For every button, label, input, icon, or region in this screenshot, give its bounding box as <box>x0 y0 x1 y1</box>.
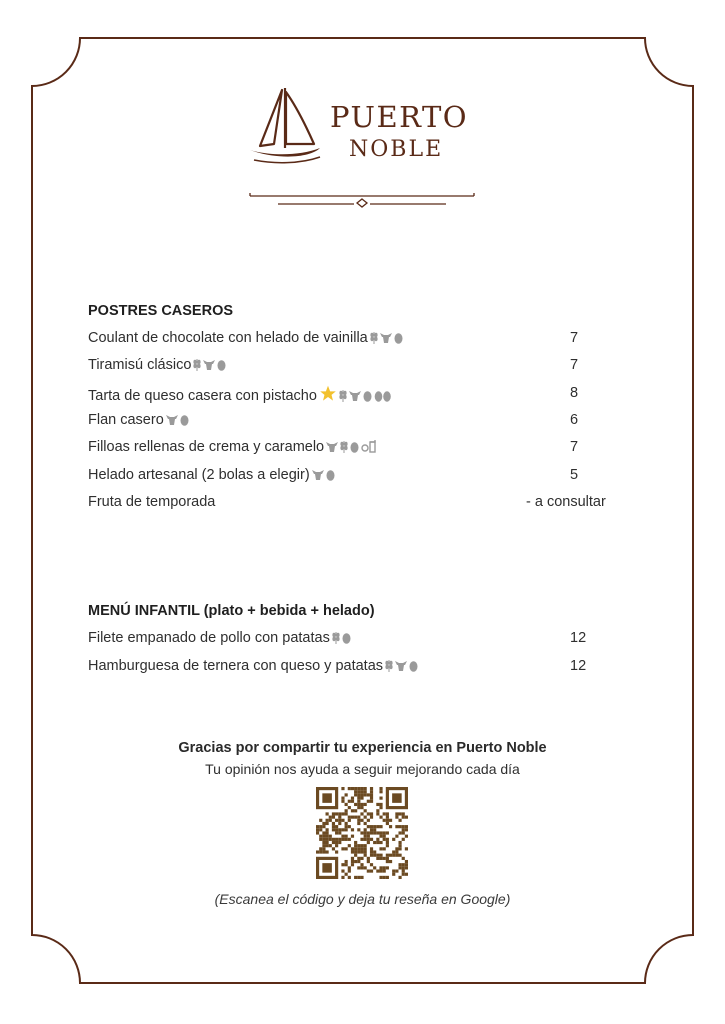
menu-item <box>88 385 648 405</box>
milk-icon <box>326 441 338 453</box>
menu-item <box>88 467 648 487</box>
nuts-icon <box>374 390 392 402</box>
menu-item-price: - a consultar <box>526 493 606 510</box>
allergen-icons <box>193 358 228 375</box>
menu-item-name-text: Helado artesanal (2 bolas a elegir) <box>88 466 310 483</box>
menu-item-price: 12 <box>570 657 587 674</box>
milk-icon <box>312 469 324 481</box>
qr-code[interactable] <box>316 787 408 879</box>
egg-icon <box>217 359 226 371</box>
milk-icon <box>380 332 392 344</box>
menu-item-price: 6 <box>570 411 579 428</box>
menu-item <box>88 658 648 678</box>
menu-item-name-text: Tiramisú clásico <box>88 357 192 374</box>
egg-icon <box>394 332 403 344</box>
gluten-icon <box>340 440 348 453</box>
allergen-icons <box>370 331 405 348</box>
brand-name-line1: PUERTO <box>330 100 469 134</box>
egg-icon <box>350 441 359 453</box>
egg-icon <box>363 390 372 402</box>
menu-item-name <box>88 630 353 648</box>
thanks-message: Gracias por compartir tu experiencia en Puerto Noble <box>178 740 547 756</box>
ornamental-divider <box>248 192 476 208</box>
menu-item <box>88 439 648 459</box>
milk-icon <box>166 414 178 426</box>
egg-icon <box>180 414 189 426</box>
menu-item-name-text: Flan casero <box>88 411 164 428</box>
section-title-kids-menu: MENÚ INFANTIL (plato + bebida + helado) <box>88 603 375 619</box>
gluten-icon <box>332 631 340 644</box>
menu-item-price: 7 <box>570 357 579 374</box>
brand-name-line2: NOBLE <box>349 137 444 162</box>
menu-item-name-text: Hamburguesa de ternera con queso y patatas <box>88 657 384 674</box>
milk-icon <box>349 390 361 402</box>
menu-item-price: 8 <box>570 384 579 401</box>
menu-item-price: 7 <box>570 330 579 346</box>
menu-item-price: 7 <box>570 439 579 456</box>
menu-item-name-text: Filete empanado de pollo con patatas <box>88 630 330 646</box>
milk-icon <box>203 359 215 371</box>
menu-item-name <box>88 412 191 430</box>
allergen-icons <box>385 659 420 676</box>
star-icon <box>319 385 337 402</box>
section-title-desserts: POSTRES CASEROS <box>88 303 234 319</box>
menu-item <box>88 412 648 432</box>
gluten-icon <box>385 659 393 672</box>
egg-icon <box>409 660 418 672</box>
gluten-icon <box>370 331 378 344</box>
menu-item-name <box>88 494 215 510</box>
allergen-icons <box>326 440 379 457</box>
menu-item-name <box>88 658 420 676</box>
menu-item-name <box>88 330 405 348</box>
egg-icon <box>342 632 351 644</box>
allergen-icons <box>166 414 191 430</box>
menu-item-name-text: Tarta de queso casera con pistacho <box>88 387 317 404</box>
allergen-icons <box>319 385 394 406</box>
menu-item-price: 5 <box>570 466 579 483</box>
menu-item <box>88 357 648 377</box>
menu-item <box>88 330 648 350</box>
gluten-icon <box>339 389 347 402</box>
sulphites-icon <box>361 440 377 453</box>
feedback-subtitle: Tu opinión nos ayuda a seguir mejorando cada día <box>205 761 520 777</box>
gluten-icon <box>193 358 201 371</box>
allergen-icons <box>312 469 337 485</box>
menu-item-name <box>88 357 228 375</box>
menu-item <box>88 494 648 514</box>
milk-icon <box>395 660 407 672</box>
egg-icon <box>326 469 335 481</box>
menu-item-name-text: Filloas rellenas de crema y caramelo <box>88 439 325 456</box>
menu-item-price: 12 <box>570 630 587 646</box>
menu-item-name <box>88 385 394 406</box>
menu-item-name <box>88 439 379 457</box>
menu-item <box>88 630 648 650</box>
menu-item-name-text: Fruta de temporada <box>88 493 216 510</box>
qr-caption: (Escanea el código y deja tu reseña en Google) <box>214 891 511 907</box>
menu-item-name <box>88 467 337 485</box>
allergen-icons <box>332 631 353 648</box>
menu-item-name-text: Coulant de chocolate con helado de vainilla <box>88 330 368 346</box>
